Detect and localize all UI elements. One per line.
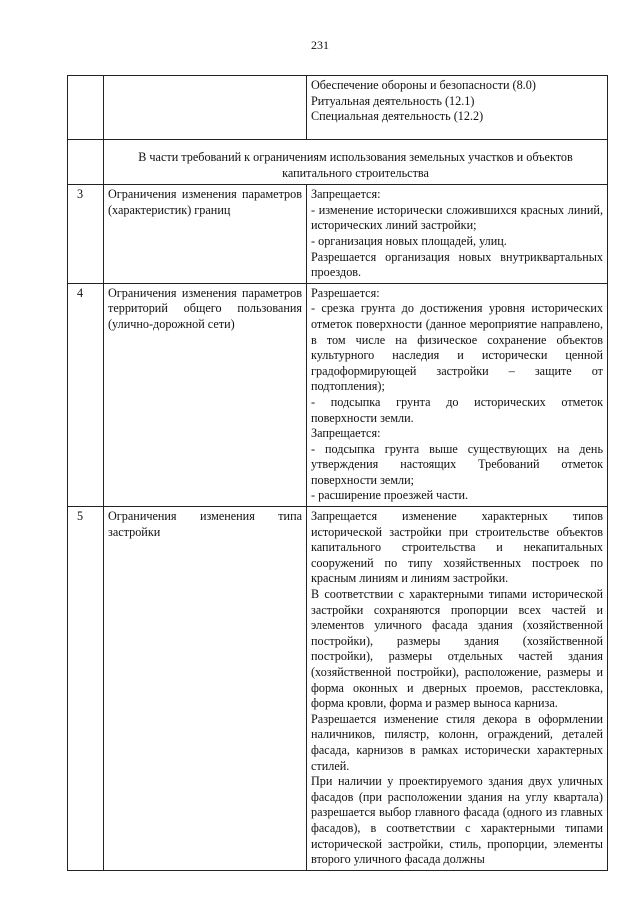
content-line: Специальная деятельность (12.2): [311, 109, 484, 124]
row-number: 5: [68, 507, 104, 871]
content-line: Разрешается организация новых внутриквартальных проездов.: [311, 249, 603, 280]
row-content-cell: [307, 185, 608, 284]
table-row: [68, 185, 608, 284]
row-name: Ограничения изменения параметров территорий общего пользования (улично-дорожной сети): [104, 283, 307, 506]
row-number: 4: [68, 283, 104, 506]
content-line: Запрещается:: [311, 426, 381, 441]
row-name: Ограничения изменения типа застройки: [104, 507, 307, 871]
row-name: Ограничения изменения параметров (характеристик) границ: [104, 185, 307, 284]
row-number-cell: [68, 140, 104, 185]
content-line: При наличии у проектируемого здания двух уличных фасадов (при расположении здания на углу квартала) разрешается выбор главного фасада (одного из главных фасадов), в соответствии с характерными типами исторической застройки, стиль, пропорции, элементы второго уличного фасада должны: [311, 774, 603, 867]
content-line: Ритуальная деятельность (12.1): [311, 93, 475, 108]
section-header: В части требований к ограничениям использования земельных участков и объектов капитального строительства: [104, 140, 608, 185]
content-line: - подсыпка грунта выше существующих на день утверждения настоящих Требований отметок поверхности земли;: [311, 441, 603, 487]
page-number: 231: [311, 38, 329, 52]
content-line: Запрещается:: [311, 187, 381, 202]
row-content-cell: [307, 507, 608, 871]
content-line: - организация новых площадей, улиц.: [311, 233, 507, 248]
content-line: - расширение проезжей части.: [311, 488, 469, 503]
row-number-cell: [68, 76, 104, 140]
section-header-row: [68, 140, 608, 185]
row-content-cell: [307, 76, 608, 140]
content-line: - изменение исторически сложившихся красных линий, исторических линий застройки;: [311, 202, 603, 233]
content-line: Обеспечение обороны и безопасности (8.0): [311, 78, 536, 92]
content-line: Разрешается:: [311, 285, 380, 300]
table-row: [68, 283, 608, 506]
content-line: Разрешается изменение стиля декора в оформлении наличников, пилястр, колонн, ограждений, деталей фасада, карнизов в рамках исторически характерных стилей.: [311, 711, 603, 773]
row-number: 3: [68, 185, 104, 284]
content-line: В соответствии с характерными типами исторической застройки сохраняются пропорции всех частей и элементов уличного фасада здания (хозяйственной постройки), размеры здания (хозяйственной постройки), размеры отдельных частей здания (хозяйственной постройки), расположение, размеры и форма оконных и дверных проемов, расстекловка, форма кровли, форма и размер выноса карниза.: [311, 587, 603, 711]
row-content-cell: [307, 283, 608, 506]
table-row: [68, 76, 608, 140]
content-line: - подсыпка грунта до исторических отметок поверхности земли.: [311, 394, 603, 425]
row-name-cell: [104, 76, 307, 140]
content-line: Запрещается изменение характерных типов исторической застройки при строительстве объектов капитального строительства и некапитальных сооружений по типу хозяйственных построек по красным линиям и линиям застройки.: [311, 509, 603, 586]
content-line: - срезка грунта до достижения уровня исторических отметок поверхности (данное мероприятие направлено, в том числе на физическое сохранение объектов культурного наследия и исторически ценной градоформирующей застройки – защите от подтопления);: [311, 301, 603, 394]
requirements-table: [67, 75, 608, 871]
table-row: [68, 507, 608, 871]
